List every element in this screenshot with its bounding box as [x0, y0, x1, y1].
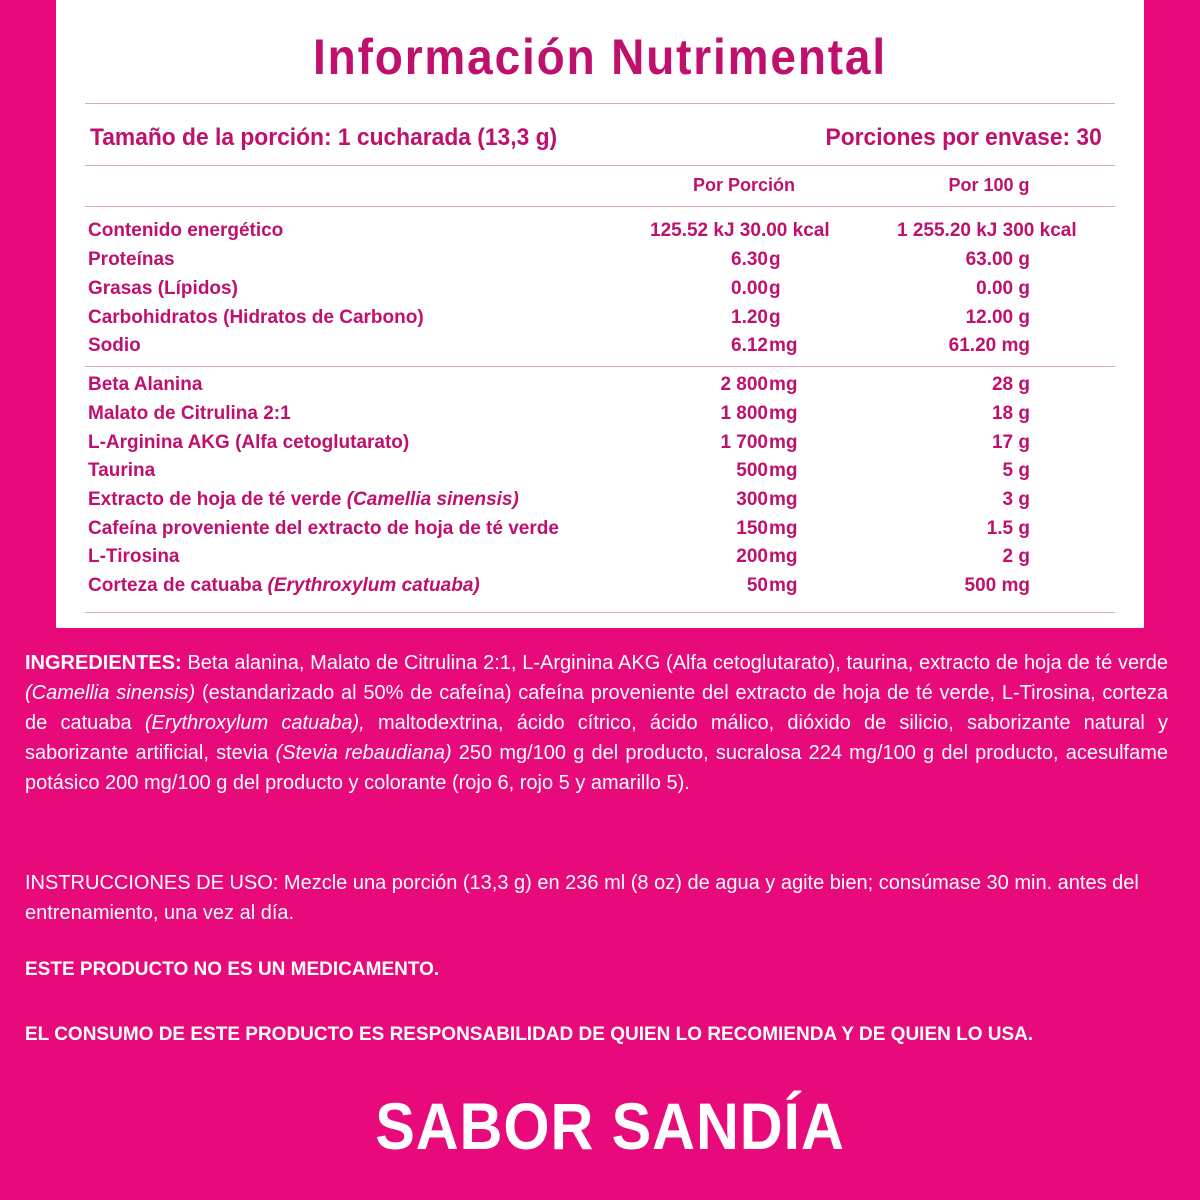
active-per-100g: 1.5 g: [986, 518, 1030, 539]
divider: [85, 366, 1115, 367]
active-per-100g: 17 g: [991, 432, 1030, 453]
active-label: Malato de Citrulina 2:1: [88, 403, 291, 424]
active-per-serving: 1 800: [720, 403, 768, 424]
nutrient-unit: g: [769, 278, 781, 299]
active-row: [0, 374, 1200, 402]
nutrient-label: Contenido energético: [88, 220, 284, 241]
nutrient-per-100g: 0.00 g: [976, 278, 1030, 299]
active-unit: mg: [769, 546, 798, 567]
active-unit: mg: [769, 489, 798, 510]
active-label: L-Arginina AKG (Alfa cetoglutarato): [88, 432, 410, 453]
active-per-serving: 200: [736, 546, 768, 567]
active-per-100g: 2 g: [1002, 546, 1030, 567]
active-label: Extracto de hoja de té verde (Camellia sinensis): [88, 489, 519, 510]
active-label: Corteza de catuaba (Erythroxylum catuaba): [88, 575, 480, 596]
nutrient-row: [0, 249, 1200, 277]
warning-not-medicine: ESTE PRODUCTO NO ES UN MEDICAMENTO.: [25, 959, 440, 980]
active-unit: mg: [769, 575, 798, 596]
column-header-per-serving: Por Porción: [692, 175, 795, 195]
ingredients-heading: INGREDIENTES:: [25, 652, 182, 674]
nutrient-unit: g: [769, 249, 781, 270]
divider: [85, 612, 1115, 613]
active-per-serving: 300: [736, 489, 768, 510]
active-row: [0, 575, 1200, 603]
nutrient-row: [0, 307, 1200, 335]
serving-size: Tamaño de la porción: 1 cucharada (13,3 g): [90, 124, 558, 151]
nutrient-per-100g: 12.00 g: [965, 307, 1030, 328]
active-per-100g: 500 mg: [964, 575, 1030, 596]
nutrient-unit: mg: [769, 335, 798, 356]
nutrient-per-serving: 125.52 kJ 30.00 kcal: [650, 220, 830, 241]
active-row: [0, 518, 1200, 546]
active-unit: mg: [769, 403, 798, 424]
divider: [85, 103, 1115, 104]
active-per-100g: 28 g: [991, 374, 1030, 395]
servings-per-container: Porciones por envase: 30: [825, 124, 1102, 151]
active-per-serving: 2 800: [720, 374, 768, 395]
active-per-100g: 18 g: [991, 403, 1030, 424]
active-row: [0, 489, 1200, 517]
active-unit: mg: [769, 432, 798, 453]
divider: [85, 165, 1115, 166]
nutrient-label: Carbohidratos (Hidratos de Carbono): [88, 307, 424, 328]
divider: [85, 206, 1115, 207]
active-per-100g: 5 g: [1002, 460, 1030, 481]
active-label: Taurina: [88, 460, 156, 481]
active-per-serving: 1 700: [720, 432, 768, 453]
active-per-serving: 500: [736, 460, 768, 481]
nutrient-row: [0, 278, 1200, 306]
warning-responsibility: EL CONSUMO DE ESTE PRODUCTO ES RESPONSABILIDAD DE QUIEN LO RECOMIENDA Y DE QUIEN LO USA.: [25, 1024, 1034, 1045]
nutrient-label: Sodio: [88, 335, 141, 356]
column-header-per-100g: Por 100 g: [948, 175, 1030, 195]
active-label: L-Tirosina: [88, 546, 180, 567]
nutrient-row: [0, 335, 1200, 363]
nutrition-title: Información Nutrimental: [313, 29, 887, 85]
nutrient-per-serving: 6.12: [731, 335, 768, 356]
active-label: Cafeína proveniente del extracto de hoja de té verde: [88, 518, 559, 539]
nutrient-per-100g: 61.20 mg: [948, 335, 1030, 356]
nutrient-per-serving: 1.20: [731, 307, 768, 328]
active-per-100g: 3 g: [1002, 489, 1030, 510]
active-per-serving: 50: [746, 575, 768, 596]
nutrient-per-serving: 0.00: [731, 278, 768, 299]
active-per-serving: 150: [736, 518, 768, 539]
active-row: [0, 460, 1200, 488]
active-row: [0, 403, 1200, 431]
nutrient-per-100g: 1 255.20 kJ 300 kcal: [897, 220, 1077, 241]
active-unit: mg: [769, 374, 798, 395]
nutrient-label: Grasas (Lípidos): [88, 278, 238, 299]
active-label: Beta Alanina: [88, 374, 203, 395]
active-unit: mg: [769, 460, 798, 481]
active-row: [0, 432, 1200, 460]
nutrient-unit: g: [769, 307, 781, 328]
usage-instructions: INSTRUCCIONES DE USO: Mezcle una porción (13,3 g) en 236 ml (8 oz) de agua y agite bien; consúmase 30 min. antes del entrenamiento, una vez al día.: [25, 872, 1139, 924]
nutrient-row-energy: [0, 220, 1200, 248]
active-unit: mg: [769, 518, 798, 539]
active-row: [0, 546, 1200, 574]
nutrient-per-serving: 6.30: [731, 249, 768, 270]
nutrient-label: Proteínas: [88, 249, 175, 270]
nutrient-per-100g: 63.00 g: [965, 249, 1030, 270]
ingredients-paragraph: INGREDIENTES: Beta alanina, Malato de Citrulina 2:1, L-Arginina AKG (Alfa cetoglutarato), taurina, extracto de hoja de té verde (Camellia sinensis) (estandarizado al 50% de cafeína) cafeína proveniente del extracto de hoja de té verde, L-Tirosina, corteza de catuaba (Erythroxylum catuaba), maltodextrina, ácido cítrico, ácido málico, dióxido de silicio, saborizante natural y saborizante artificial, stevia (Stevia rebaudiana) 250 mg/100 g del producto, sucralosa 224 mg/100 g del producto, acesulfame potásico 200 mg/100 g del producto y colorante (rojo 6, rojo 5 y amarillo 5).: [25, 652, 1168, 794]
flavor-name: SABOR SANDÍA: [375, 1089, 845, 1163]
